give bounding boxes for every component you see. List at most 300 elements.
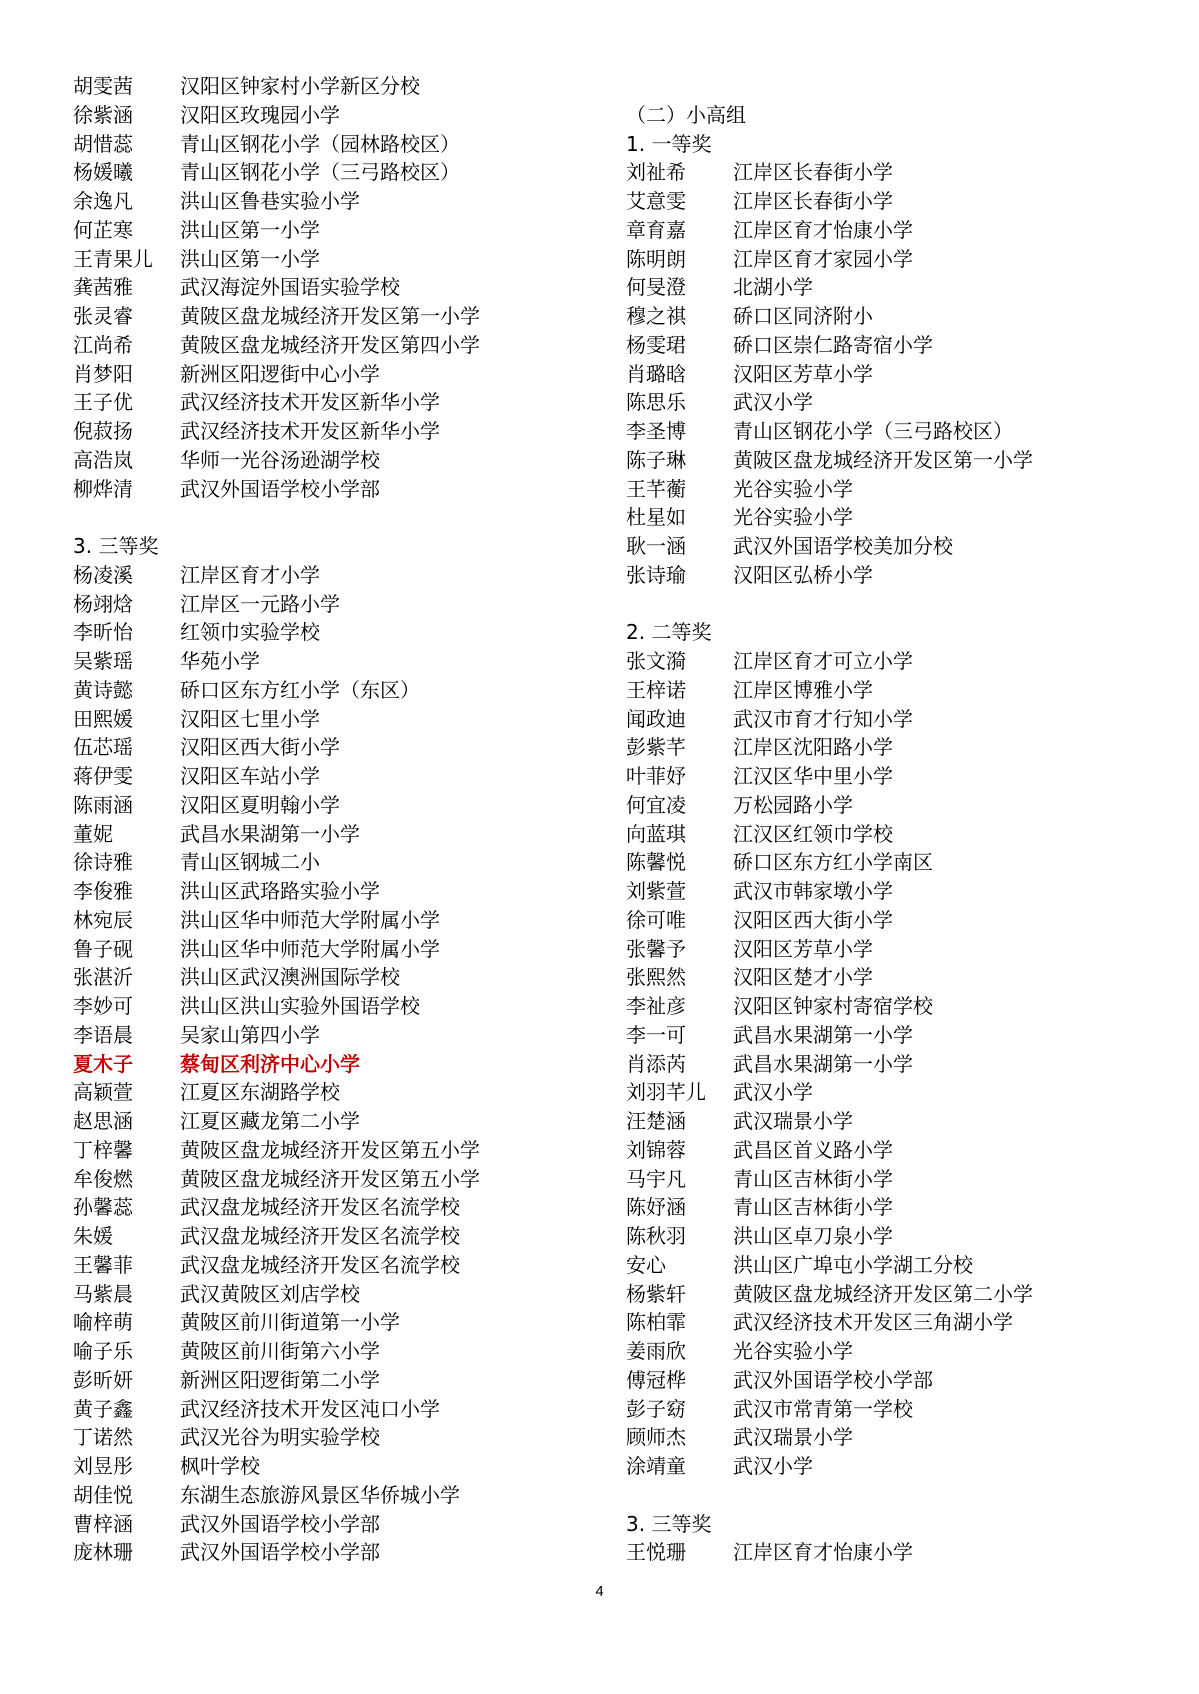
school-name: 武汉外国语学校小学部 bbox=[180, 1540, 380, 1565]
school-name: 黄陂区盘龙城经济开发区第一小学 bbox=[180, 304, 480, 328]
list-item bbox=[73, 1107, 593, 1136]
school-name: 武昌水果湖第一小学 bbox=[180, 821, 360, 846]
school-name: 洪山区广埠屯小学湖工分校 bbox=[733, 1252, 973, 1277]
school-name: 青山区吉林街小学 bbox=[733, 1195, 893, 1220]
student-name: 王梓诺 bbox=[626, 677, 686, 702]
list-item bbox=[626, 1078, 1186, 1107]
school-name: 吴家山第四小学 bbox=[180, 1022, 320, 1047]
student-name: 赵思涵 bbox=[73, 1109, 133, 1133]
list-item bbox=[626, 647, 1186, 676]
school-name: 新洲区阳逻街中心小学 bbox=[180, 361, 380, 386]
school-name: 黄陂区盘龙城经济开发区第五小学 bbox=[180, 1166, 480, 1191]
spacer bbox=[73, 503, 593, 532]
student-name: 杜星如 bbox=[626, 505, 686, 530]
student-name: 陈雨涵 bbox=[73, 792, 133, 817]
list-item bbox=[73, 158, 593, 187]
list-item bbox=[73, 561, 593, 590]
student-name: 耿一涵 bbox=[626, 534, 686, 558]
student-name: 肖添芮 bbox=[626, 1051, 686, 1076]
student-name: 王青果儿 bbox=[73, 246, 153, 271]
list-item bbox=[626, 158, 1186, 187]
student-name: 李语晨 bbox=[73, 1022, 133, 1047]
student-name: 章育嘉 bbox=[626, 217, 686, 242]
student-name: 庞林珊 bbox=[73, 1540, 133, 1565]
list-item bbox=[73, 992, 593, 1021]
school-name: 华苑小学 bbox=[180, 649, 260, 673]
student-name: 艾意雯 bbox=[626, 189, 686, 213]
student-name: 杨翊焓 bbox=[73, 591, 133, 616]
student-name: 何宜凌 bbox=[626, 792, 686, 817]
list-item bbox=[73, 302, 593, 331]
student-name: 喻子乐 bbox=[73, 1339, 133, 1363]
student-name: 夏木子 bbox=[73, 1051, 133, 1076]
student-name: 李一可 bbox=[626, 1022, 686, 1047]
section-heading-third-prize-right: 3. 三等奖 bbox=[626, 1511, 712, 1536]
student-name: 彭昕妍 bbox=[73, 1367, 133, 1392]
first-prize-list bbox=[626, 158, 1186, 589]
school-name: 武汉小学 bbox=[733, 1080, 813, 1105]
school-name: 洪山区华中师范大学附属小学 bbox=[180, 907, 440, 932]
list-item bbox=[626, 360, 1186, 389]
list-item bbox=[73, 935, 593, 964]
list-item bbox=[73, 762, 593, 791]
school-name: 江岸区育才可立小学 bbox=[733, 649, 913, 673]
list-item bbox=[73, 475, 593, 504]
list-item bbox=[73, 1193, 593, 1222]
school-name: 光谷实验小学 bbox=[733, 1339, 853, 1363]
student-name: 涂靖童 bbox=[626, 1454, 686, 1478]
school-name: 洪山区武珞路实验小学 bbox=[180, 879, 380, 903]
student-name: 胡雯茜 bbox=[73, 74, 133, 98]
student-name: 胡佳悦 bbox=[73, 1482, 133, 1507]
list-item bbox=[626, 245, 1186, 274]
school-name: 武汉光谷为明实验学校 bbox=[180, 1425, 380, 1450]
list-item bbox=[626, 1452, 1186, 1481]
student-name: 李俊雅 bbox=[73, 879, 133, 903]
student-name: 朱媛 bbox=[73, 1224, 113, 1248]
student-name: 田熙媛 bbox=[73, 706, 133, 731]
school-name: 汉阳区七里小学 bbox=[180, 706, 320, 731]
school-name: 新洲区阳逻街第二小学 bbox=[180, 1367, 380, 1392]
school-name: 青山区钢花小学（三弓路校区） bbox=[733, 419, 1013, 443]
student-name: 陈秋羽 bbox=[626, 1224, 686, 1248]
student-name: 刘昱彤 bbox=[73, 1454, 133, 1478]
school-name: 洪山区武汉澳洲国际学校 bbox=[180, 965, 400, 990]
right-column bbox=[626, 72, 1186, 1567]
school-name: 汉阳区芳草小学 bbox=[733, 361, 873, 386]
school-name: 硚口区崇仁路寄宿小学 bbox=[733, 332, 933, 357]
student-name: 吴紫瑶 bbox=[73, 649, 133, 673]
school-name: 青山区钢城二小 bbox=[180, 850, 320, 875]
school-name: 光谷实验小学 bbox=[733, 476, 853, 501]
school-name: 洪山区华中师范大学附属小学 bbox=[180, 936, 440, 961]
list-item bbox=[626, 561, 1186, 590]
school-name: 武昌水果湖第一小学 bbox=[733, 1051, 913, 1076]
student-name: 傅冠桦 bbox=[626, 1367, 686, 1392]
school-name: 光谷实验小学 bbox=[733, 505, 853, 530]
list-item bbox=[73, 1423, 593, 1452]
list-item bbox=[626, 446, 1186, 475]
school-name: 武汉经济技术开发区新华小学 bbox=[180, 419, 440, 443]
school-name: 武汉经济技术开发区新华小学 bbox=[180, 390, 440, 415]
list-item bbox=[626, 705, 1186, 734]
student-name: 彭紫芊 bbox=[626, 735, 686, 760]
school-name: 汉阳区钟家村小学新区分校 bbox=[180, 74, 420, 98]
school-name: 江汉区华中里小学 bbox=[733, 764, 893, 788]
school-name: 江岸区长春街小学 bbox=[733, 189, 893, 213]
list-item bbox=[626, 273, 1186, 302]
student-name: 林宛辰 bbox=[73, 907, 133, 932]
list-item bbox=[626, 762, 1186, 791]
student-name: 杨凌溪 bbox=[73, 562, 133, 587]
student-name: 李昕怡 bbox=[73, 620, 133, 645]
student-name: 刘羽芊儿 bbox=[626, 1080, 706, 1105]
student-name: 王馨菲 bbox=[73, 1252, 133, 1277]
student-name: 汪楚涵 bbox=[626, 1109, 686, 1133]
student-name: 徐诗雅 bbox=[73, 850, 133, 875]
school-name: 武汉经济技术开发区三角湖小学 bbox=[733, 1310, 1013, 1335]
list-item bbox=[626, 877, 1186, 906]
left-list-continued bbox=[73, 72, 593, 503]
list-item bbox=[73, 963, 593, 992]
list-item bbox=[73, 848, 593, 877]
list-item bbox=[626, 1193, 1186, 1222]
list-item bbox=[626, 1366, 1186, 1395]
list-item bbox=[73, 676, 593, 705]
school-name: 江岸区育才怡康小学 bbox=[733, 1540, 913, 1565]
school-name: 华师一光谷汤逊湖学校 bbox=[180, 447, 380, 472]
list-item bbox=[73, 1280, 593, 1309]
spacer bbox=[626, 72, 1186, 101]
school-name: 武汉小学 bbox=[733, 390, 813, 415]
list-item bbox=[626, 1050, 1186, 1079]
list-item bbox=[73, 1452, 593, 1481]
school-name: 洪山区第一小学 bbox=[180, 217, 320, 242]
list-item bbox=[626, 216, 1186, 245]
school-name: 东湖生态旅游风景区华侨城小学 bbox=[180, 1482, 460, 1507]
list-item bbox=[626, 302, 1186, 331]
list-item bbox=[73, 618, 593, 647]
school-name: 硚口区东方红小学南区 bbox=[733, 850, 933, 875]
list-item bbox=[73, 820, 593, 849]
school-name: 硚口区东方红小学（东区） bbox=[180, 677, 420, 702]
student-name: 陈子琳 bbox=[626, 447, 686, 472]
student-name: 喻梓萌 bbox=[73, 1310, 133, 1335]
school-name: 武汉市常青第一学校 bbox=[733, 1396, 913, 1421]
student-name: 何芷寒 bbox=[73, 217, 133, 242]
list-item bbox=[73, 187, 593, 216]
school-name: 青山区钢花小学（园林路校区） bbox=[180, 131, 460, 156]
list-item bbox=[626, 992, 1186, 1021]
school-name: 江夏区东湖路学校 bbox=[180, 1080, 340, 1105]
school-name: 武汉盘龙城经济开发区名流学校 bbox=[180, 1252, 460, 1277]
student-name: 姜雨欣 bbox=[626, 1339, 686, 1363]
student-name: 杨媛曦 bbox=[73, 160, 133, 185]
list-item bbox=[626, 388, 1186, 417]
student-name: 向蓝琪 bbox=[626, 821, 686, 846]
list-item bbox=[73, 130, 593, 159]
student-name: 牟俊燃 bbox=[73, 1166, 133, 1191]
school-name: 汉阳区玫瑰园小学 bbox=[180, 102, 340, 127]
list-item bbox=[626, 475, 1186, 504]
list-item bbox=[626, 963, 1186, 992]
list-item bbox=[626, 1251, 1186, 1280]
list-item bbox=[626, 1165, 1186, 1194]
student-name: 刘祉希 bbox=[626, 160, 686, 185]
second-prize-list bbox=[626, 647, 1186, 1481]
list-item bbox=[626, 1308, 1186, 1337]
list-item bbox=[73, 733, 593, 762]
list-item bbox=[73, 1165, 593, 1194]
school-name: 青山区钢花小学（三弓路校区） bbox=[180, 160, 460, 185]
list-item bbox=[626, 733, 1186, 762]
student-name: 刘紫萱 bbox=[626, 879, 686, 903]
school-name: 万松园路小学 bbox=[733, 792, 853, 817]
student-name: 江尚希 bbox=[73, 332, 133, 357]
school-name: 黄陂区盘龙城经济开发区第一小学 bbox=[733, 447, 1033, 472]
spacer bbox=[626, 590, 1186, 619]
list-item bbox=[73, 72, 593, 101]
student-name: 张馨予 bbox=[626, 936, 686, 961]
student-name: 徐可唯 bbox=[626, 907, 686, 932]
school-name: 江汉区红领巾学校 bbox=[733, 821, 893, 846]
list-item bbox=[626, 820, 1186, 849]
list-item bbox=[73, 417, 593, 446]
student-name: 孙馨蕊 bbox=[73, 1195, 133, 1220]
school-name: 汉阳区西大街小学 bbox=[180, 735, 340, 760]
school-name: 武汉盘龙城经济开发区名流学校 bbox=[180, 1195, 460, 1220]
list-item bbox=[73, 906, 593, 935]
list-item bbox=[73, 1021, 593, 1050]
student-name: 肖璐晗 bbox=[626, 361, 686, 386]
school-name: 武汉盘龙城经济开发区名流学校 bbox=[180, 1224, 460, 1248]
student-name: 曹梓涵 bbox=[73, 1511, 133, 1536]
student-name: 王悦珊 bbox=[626, 1540, 686, 1565]
list-item bbox=[73, 1481, 593, 1510]
list-item bbox=[626, 906, 1186, 935]
student-name: 陈妤涵 bbox=[626, 1195, 686, 1220]
school-name: 武汉外国语学校小学部 bbox=[180, 1511, 380, 1536]
list-item bbox=[626, 1423, 1186, 1452]
school-name: 江岸区育才小学 bbox=[180, 562, 320, 587]
page-number: 4 bbox=[595, 1583, 604, 1600]
list-item bbox=[73, 360, 593, 389]
list-item bbox=[73, 1078, 593, 1107]
school-name: 武汉外国语学校美加分校 bbox=[733, 534, 953, 558]
list-item bbox=[626, 1337, 1186, 1366]
school-name: 武汉小学 bbox=[733, 1454, 813, 1478]
student-name: 王芊蘅 bbox=[626, 476, 686, 501]
list-item bbox=[73, 1510, 593, 1539]
student-name: 李祉彦 bbox=[626, 994, 686, 1018]
school-name: 汉阳区西大街小学 bbox=[733, 907, 893, 932]
school-name: 洪山区卓刀泉小学 bbox=[733, 1224, 893, 1248]
student-name: 刘锦蓉 bbox=[626, 1137, 686, 1162]
student-name: 余逸凡 bbox=[73, 189, 133, 213]
student-name: 顾师杰 bbox=[626, 1425, 686, 1450]
school-name: 武汉市韩家墩小学 bbox=[733, 879, 893, 903]
section-heading-first-prize: 1. 一等奖 bbox=[626, 131, 712, 156]
student-name: 徐紫涵 bbox=[73, 102, 133, 127]
list-item bbox=[73, 1308, 593, 1337]
list-item bbox=[73, 1222, 593, 1251]
school-name: 汉阳区钟家村寄宿学校 bbox=[733, 994, 933, 1018]
list-item bbox=[626, 532, 1186, 561]
school-name: 江岸区一元路小学 bbox=[180, 591, 340, 616]
school-name: 江岸区博雅小学 bbox=[733, 677, 873, 702]
student-name: 彭子窈 bbox=[626, 1396, 686, 1421]
student-name: 张湛沂 bbox=[73, 965, 133, 990]
student-name: 陈柏霏 bbox=[626, 1310, 686, 1335]
student-name: 高浩岚 bbox=[73, 447, 133, 472]
list-item bbox=[626, 187, 1186, 216]
student-name: 李圣博 bbox=[626, 419, 686, 443]
student-name: 陈馨悦 bbox=[626, 850, 686, 875]
school-name: 黄陂区前川街第六小学 bbox=[180, 1339, 380, 1363]
list-item bbox=[73, 101, 593, 130]
list-item bbox=[73, 216, 593, 245]
school-name: 北湖小学 bbox=[733, 275, 813, 300]
student-name: 杨紫轩 bbox=[626, 1281, 686, 1306]
list-item bbox=[626, 676, 1186, 705]
school-name: 青山区吉林街小学 bbox=[733, 1166, 893, 1191]
list-item bbox=[626, 848, 1186, 877]
school-name: 武汉瑞景小学 bbox=[733, 1425, 853, 1450]
school-name: 汉阳区楚才小学 bbox=[733, 965, 873, 990]
section-heading-third-prize-left: 3. 三等奖 bbox=[73, 534, 159, 558]
school-name: 黄陂区盘龙城经济开发区第四小学 bbox=[180, 332, 480, 357]
list-item bbox=[73, 1395, 593, 1424]
school-name: 汉阳区芳草小学 bbox=[733, 936, 873, 961]
student-name: 董妮 bbox=[73, 821, 113, 846]
list-item bbox=[626, 503, 1186, 532]
student-name: 张灵睿 bbox=[73, 304, 133, 328]
school-name: 江岸区育才家园小学 bbox=[733, 246, 913, 271]
third-prize-list-right bbox=[626, 1538, 1186, 1567]
list-item bbox=[626, 1538, 1186, 1567]
group-heading: （二）小高组 bbox=[626, 102, 746, 127]
school-name: 汉阳区夏明翰小学 bbox=[180, 792, 340, 817]
school-name: 武昌区首义路小学 bbox=[733, 1137, 893, 1162]
list-item bbox=[626, 935, 1186, 964]
school-name: 汉阳区车站小学 bbox=[180, 764, 320, 788]
list-item bbox=[73, 1050, 593, 1079]
list-item bbox=[73, 1366, 593, 1395]
list-item bbox=[73, 273, 593, 302]
student-name: 陈思乐 bbox=[626, 390, 686, 415]
student-name: 李妙可 bbox=[73, 994, 133, 1018]
school-name: 武昌水果湖第一小学 bbox=[733, 1022, 913, 1047]
list-item bbox=[73, 446, 593, 475]
school-name: 江岸区沈阳路小学 bbox=[733, 735, 893, 760]
list-item bbox=[73, 1251, 593, 1280]
student-name: 黄子鑫 bbox=[73, 1396, 133, 1421]
school-name: 汉阳区弘桥小学 bbox=[733, 562, 873, 587]
school-name: 枫叶学校 bbox=[180, 1454, 260, 1478]
list-item bbox=[626, 1021, 1186, 1050]
student-name: 高颖萱 bbox=[73, 1080, 133, 1105]
list-item bbox=[73, 647, 593, 676]
student-name: 龚茜雅 bbox=[73, 275, 133, 300]
school-name: 洪山区第一小学 bbox=[180, 246, 320, 271]
student-name: 马紫晨 bbox=[73, 1281, 133, 1306]
student-name: 倪菽扬 bbox=[73, 419, 133, 443]
section-heading-second-prize: 2. 二等奖 bbox=[626, 620, 712, 645]
school-name: 洪山区鲁巷实验小学 bbox=[180, 189, 360, 213]
list-item bbox=[73, 245, 593, 274]
student-name: 叶菲妤 bbox=[626, 764, 686, 788]
school-name: 江夏区藏龙第二小学 bbox=[180, 1109, 360, 1133]
school-name: 红领巾实验学校 bbox=[180, 620, 320, 645]
list-item bbox=[73, 791, 593, 820]
school-name: 江岸区育才怡康小学 bbox=[733, 217, 913, 242]
student-name: 肖梦阳 bbox=[73, 361, 133, 386]
student-name: 鲁子砚 bbox=[73, 936, 133, 961]
student-name: 安心 bbox=[626, 1252, 666, 1277]
list-item bbox=[626, 1107, 1186, 1136]
student-name: 伍芯瑶 bbox=[73, 735, 133, 760]
list-item bbox=[626, 1136, 1186, 1165]
school-name: 黄陂区盘龙城经济开发区第二小学 bbox=[733, 1281, 1033, 1306]
student-name: 陈明朗 bbox=[626, 246, 686, 271]
student-name: 王子优 bbox=[73, 390, 133, 415]
student-name: 何旻澄 bbox=[626, 275, 686, 300]
school-name: 武汉外国语学校小学部 bbox=[180, 476, 380, 501]
school-name: 黄陂区盘龙城经济开发区第五小学 bbox=[180, 1137, 480, 1162]
third-prize-list-left bbox=[73, 561, 593, 1567]
school-name: 江岸区长春街小学 bbox=[733, 160, 893, 185]
school-name: 武汉瑞景小学 bbox=[733, 1109, 853, 1133]
list-item bbox=[73, 590, 593, 619]
school-name: 洪山区洪山实验外国语学校 bbox=[180, 994, 420, 1018]
student-name: 马宇凡 bbox=[626, 1166, 686, 1191]
list-item bbox=[73, 1337, 593, 1366]
list-item bbox=[626, 417, 1186, 446]
list-item bbox=[626, 331, 1186, 360]
student-name: 胡惜蕊 bbox=[73, 131, 133, 156]
list-item bbox=[626, 1395, 1186, 1424]
student-name: 张诗瑜 bbox=[626, 562, 686, 587]
student-name: 蒋伊雯 bbox=[73, 764, 133, 788]
list-item bbox=[73, 705, 593, 734]
school-name: 蔡甸区利济中心小学 bbox=[180, 1051, 360, 1076]
list-item bbox=[73, 877, 593, 906]
student-name: 张文漪 bbox=[626, 649, 686, 673]
list-item bbox=[73, 1538, 593, 1567]
left-column bbox=[73, 72, 593, 1567]
school-name: 武汉黄陂区刘店学校 bbox=[180, 1281, 360, 1306]
spacer bbox=[626, 1481, 1186, 1510]
school-name: 武汉市育才行知小学 bbox=[733, 706, 913, 731]
list-item bbox=[73, 388, 593, 417]
student-name: 杨雯珺 bbox=[626, 332, 686, 357]
list-item bbox=[73, 1136, 593, 1165]
student-name: 闻政迪 bbox=[626, 706, 686, 731]
student-name: 张熙然 bbox=[626, 965, 686, 990]
school-name: 硚口区同济附小 bbox=[733, 304, 873, 328]
school-name: 武汉外国语学校小学部 bbox=[733, 1367, 933, 1392]
student-name: 柳烨清 bbox=[73, 476, 133, 501]
student-name: 丁梓馨 bbox=[73, 1137, 133, 1162]
list-item bbox=[626, 791, 1186, 820]
student-name: 穆之祺 bbox=[626, 304, 686, 328]
school-name: 武汉海淀外国语实验学校 bbox=[180, 275, 400, 300]
school-name: 武汉经济技术开发区沌口小学 bbox=[180, 1396, 440, 1421]
student-name: 丁诺然 bbox=[73, 1425, 133, 1450]
list-item bbox=[626, 1280, 1186, 1309]
list-item bbox=[626, 1222, 1186, 1251]
school-name: 黄陂区前川街道第一小学 bbox=[180, 1310, 400, 1335]
